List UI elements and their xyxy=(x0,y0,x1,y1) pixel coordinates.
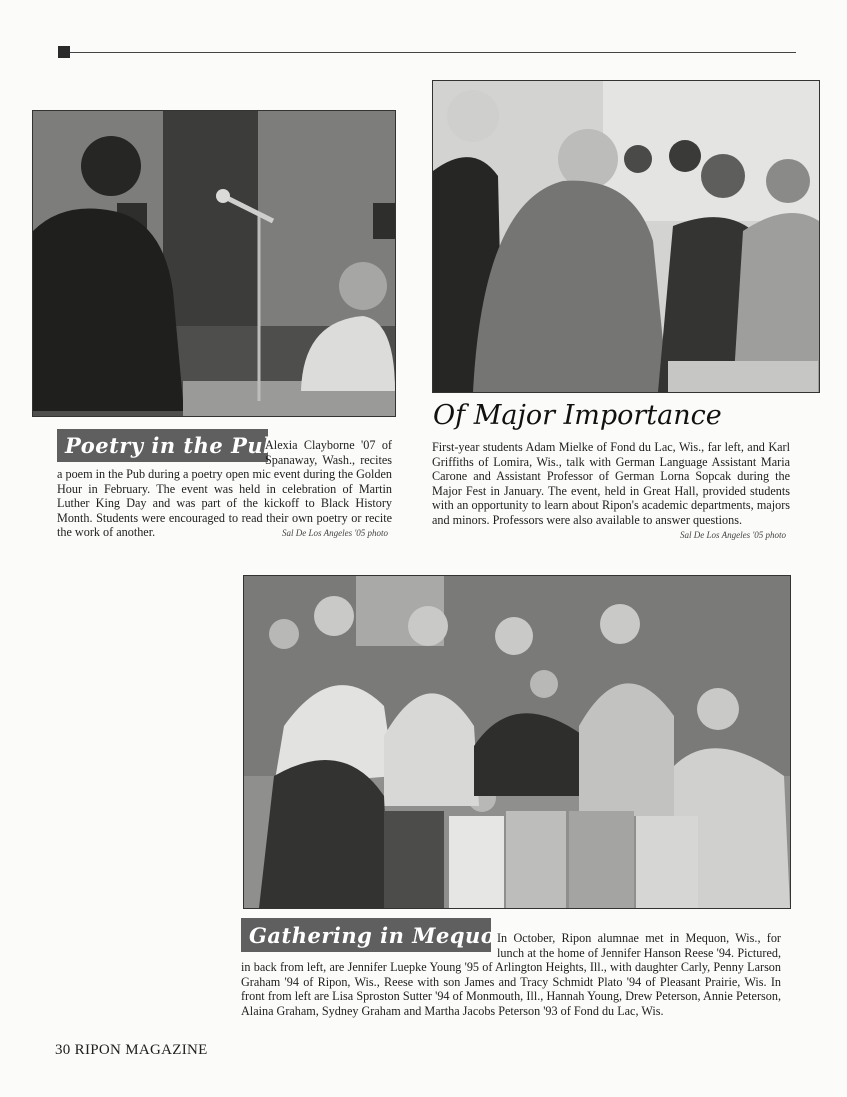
mequon-group-photo xyxy=(243,575,791,909)
poetry-caption: Alexia Clayborne '07 of Spanaway, Wash., recites a poem in the Pub during a poetry open mic event during the Golden Hour in February. The event was held in celebration of Martin Luther King Day and was part of the kickoff to Black History Month. Students were encouraged to read their own poetry or recite the work of another. xyxy=(57,438,392,539)
page-footer xyxy=(55,1042,208,1059)
poetry-photo-drawing xyxy=(33,111,395,416)
major-title: Of Major Importance xyxy=(433,400,722,431)
mequon-caption-spacer xyxy=(241,931,497,959)
header-rule xyxy=(70,52,796,53)
poetry-caption-block xyxy=(57,438,392,542)
magazine-name: RIPON MAGAZINE xyxy=(74,1042,208,1058)
poetry-title: Poetry in the Pub xyxy=(65,433,279,458)
major-photo-credit: Sal De Los Angeles '05 photo xyxy=(680,530,787,540)
page-number: 30 xyxy=(55,1042,71,1058)
mequon-caption: In October, Ripon alumnae met in Mequon, Wis., for lunch at the home of Jennifer Hanson Reese '94. Pictured, in back from left, are Jennifer Luepke Young '95 of Arlington Heights, Ill., with daughter Carly, Penny Larson Graham '94 of Ripon, Wis., Reese with son James and Tracy Schmidt Plato '94 of Pleasant Prairie, Wis. In front from left are Lisa Sproston Sutter '94 of Monmouth, Ill., Hannah Young, Drew Peterson, Annie Peterson, Alaina Graham, Sydney Graham and Martha Jacobs Peterson '93 of Fond du Lac, Wis. xyxy=(241,931,781,1018)
major-fest-photo-drawing xyxy=(433,81,819,392)
poetry-caption-spacer xyxy=(57,438,265,467)
poetry-photo-credit: Sal De Los Angeles '05 photo xyxy=(282,528,389,538)
major-caption: First-year students Adam Mielke of Fond du Lac, Wis., far left, and Karl Griffiths of Lomira, Wis., talk with German Language Assistant Maria Carone and Assistant Professor of German Lorna Sopcak during the Major Fest in January. The event, held in Great Hall, provided students with an opportunity to learn about Ripon's academic departments, majors and minors. Professors were also available to answer questions. xyxy=(432,440,790,527)
header-square-ornament xyxy=(58,46,70,58)
poetry-photo xyxy=(32,110,396,417)
major-fest-photo xyxy=(432,80,820,393)
mequon-photo-drawing xyxy=(244,576,790,908)
mequon-title: Gathering in Mequon xyxy=(249,922,512,948)
mequon-caption-block xyxy=(241,931,781,1018)
